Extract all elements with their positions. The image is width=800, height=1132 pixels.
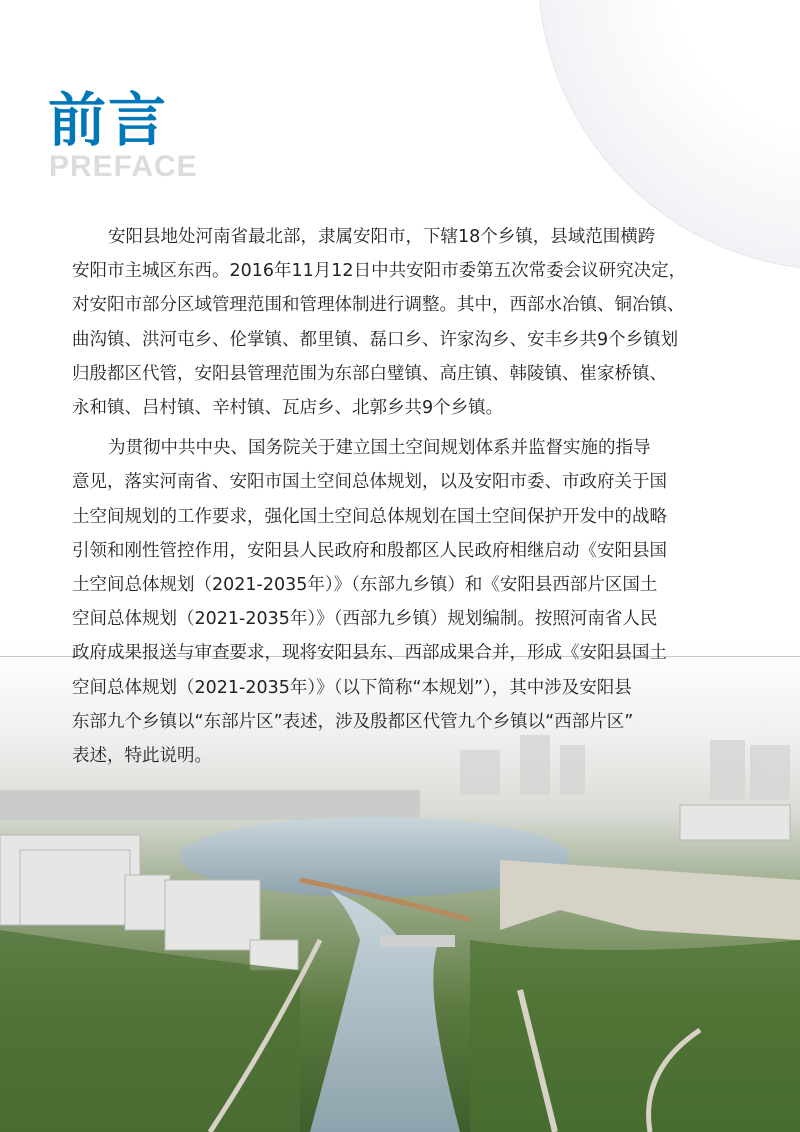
paragraph-2 (72, 431, 732, 773)
text-line: 安阳市主城区东西。2016年11月12日中共安阳市委第五次常委会议研究决定， (72, 261, 687, 282)
text-line: 为贯彻中共中央、国务院关于建立国土空间规划体系并监督实施的指导 (108, 438, 651, 459)
text-line: 政府成果报送与审查要求，现将安阳县东、西部成果合并，形成《安阳县国土 (72, 643, 667, 664)
text-line: 土空间总体规划（2021-2035年）》（东部九乡镇）和《安阳县西部片区国土 (72, 575, 658, 596)
page-title: 前言 (48, 86, 169, 154)
text-line: 空间总体规划（2021-2035年）》（西部九乡镇）规划编制。按照河南省人民 (72, 609, 658, 630)
text-line: 东部九个乡镇以“东部片区”表述，涉及殷都区代管九个乡镇以“西部片区” (72, 711, 634, 732)
paragraph-1 (72, 220, 732, 425)
preface-body (72, 220, 732, 779)
text-line: 永和镇、吕村镇、辛村镇、瓦店乡、北郭乡共9个乡镇。 (72, 398, 504, 419)
text-line: 引领和刚性管控作用，安阳县人民政府和殷都区人民政府相继启动《安阳县国 (72, 540, 667, 561)
text-line: 空间总体规划（2021-2035年）》（以下简称“本规划”），其中涉及安阳县 (72, 677, 632, 698)
text-line: 土空间规划的工作要求，强化国土空间总体规划在国土空间保护开发中的战略 (72, 506, 667, 527)
text-line: 安阳县地处河南省最北部，隶属安阳市，下辖18个乡镇，县域范围横跨 (108, 227, 656, 247)
text-line: 表述，特此说明。 (72, 746, 212, 767)
text-line: 对安阳市部分区域管理范围和管理体制进行调整。其中，西部水冶镇、铜冶镇、 (72, 295, 685, 316)
text-line: 意见，落实河南省、安阳市国土空间总体规划，以及安阳市委、市政府关于国 (72, 472, 667, 493)
text-line: 归殷都区代管，安阳县管理范围为东部白璧镇、高庄镇、韩陵镇、崔家桥镇、 (72, 363, 667, 384)
text-line: 曲沟镇、洪河屯乡、伦掌镇、都里镇、磊口乡、许家沟乡、安丰乡共9个乡镇划 (72, 329, 679, 350)
page-subtitle: PREFACE (49, 150, 198, 183)
